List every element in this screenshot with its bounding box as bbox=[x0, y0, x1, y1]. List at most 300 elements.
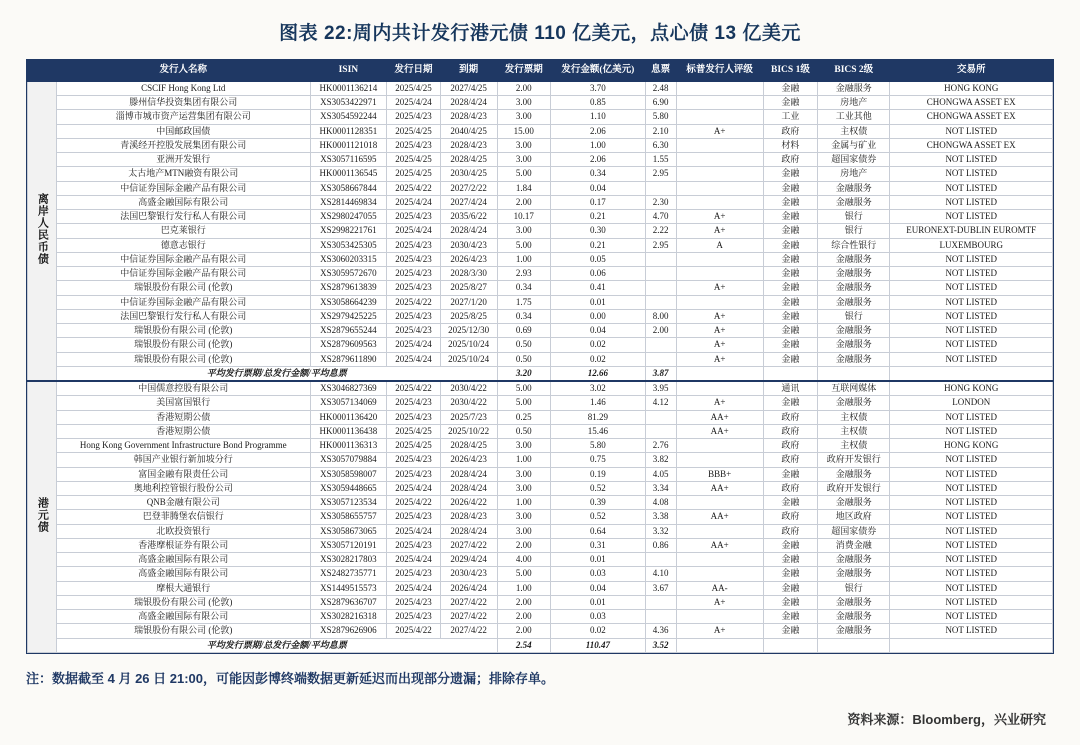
cell-2-5-1: Hong Kong Government Infrastructure Bond Programme bbox=[57, 439, 311, 453]
cell-2-17-10: 金融服务 bbox=[818, 610, 890, 624]
cell-1-18-3: 2025/4/23 bbox=[387, 324, 440, 338]
table-row bbox=[28, 396, 1053, 410]
cell-1-12-1: 德意志银行 bbox=[57, 238, 311, 252]
cell-2-6-7: 3.82 bbox=[645, 453, 676, 467]
cell-1-8-9: 金融 bbox=[763, 181, 817, 195]
cell-2-3-2: HK0001136420 bbox=[310, 410, 387, 424]
cell-1-19-11: NOT LISTED bbox=[890, 338, 1053, 352]
summary-coupon: 3.52 bbox=[645, 638, 676, 652]
table-row bbox=[28, 195, 1053, 209]
table-row bbox=[28, 110, 1053, 124]
cell-1-15-10: 金融服务 bbox=[818, 281, 890, 295]
cell-2-2-5: 5.00 bbox=[497, 396, 550, 410]
cell-1-12-11: LUXEMBOURG bbox=[890, 238, 1053, 252]
cell-1-15-1: 瑞银股份有限公司 (伦敦) bbox=[57, 281, 311, 295]
cell-2-2-1: 美国富国银行 bbox=[57, 396, 311, 410]
cell-2-5-2: HK0001136313 bbox=[310, 439, 387, 453]
cell-2-15-10: 银行 bbox=[818, 581, 890, 595]
table-row bbox=[28, 338, 1053, 352]
cell-1-2-6: 0.85 bbox=[550, 96, 645, 110]
table-row bbox=[28, 553, 1053, 567]
cell-1-7-3: 2025/4/25 bbox=[387, 167, 440, 181]
cell-1-16-6: 0.01 bbox=[550, 295, 645, 309]
cell-2-10-7: 3.38 bbox=[645, 510, 676, 524]
cell-2-14-4: 2030/4/23 bbox=[440, 567, 497, 581]
cell-1-18-8: A+ bbox=[676, 324, 763, 338]
cell-2-18-6: 0.02 bbox=[550, 624, 645, 638]
cell-1-15-11: NOT LISTED bbox=[890, 281, 1053, 295]
summary-empty-3 bbox=[818, 366, 890, 381]
cell-1-9-2: XS2814469834 bbox=[310, 195, 387, 209]
cell-2-12-5: 2.00 bbox=[497, 538, 550, 552]
cell-1-2-9: 金融 bbox=[763, 96, 817, 110]
cell-1-18-6: 0.04 bbox=[550, 324, 645, 338]
group-label-1: 离岸人民币债 bbox=[28, 81, 57, 381]
cell-2-5-11: HONG KONG bbox=[890, 439, 1053, 453]
cell-2-2-2: XS3057134069 bbox=[310, 396, 387, 410]
cell-1-14-11: NOT LISTED bbox=[890, 267, 1053, 281]
cell-2-7-7: 4.05 bbox=[645, 467, 676, 481]
cell-2-5-3: 2025/4/25 bbox=[387, 439, 440, 453]
table-row bbox=[28, 81, 1053, 95]
cell-2-14-9: 金融 bbox=[763, 567, 817, 581]
cell-1-3-8 bbox=[676, 110, 763, 124]
summary-coupon: 3.87 bbox=[645, 366, 676, 381]
cell-2-4-4: 2025/10/22 bbox=[440, 424, 497, 438]
cell-2-2-3: 2025/4/23 bbox=[387, 396, 440, 410]
cell-2-11-4: 2028/4/24 bbox=[440, 524, 497, 538]
cell-2-5-5: 3.00 bbox=[497, 439, 550, 453]
cell-1-16-7 bbox=[645, 295, 676, 309]
cell-1-8-3: 2025/4/22 bbox=[387, 181, 440, 195]
cell-1-12-8: A bbox=[676, 238, 763, 252]
cell-1-1-7: 2.48 bbox=[645, 81, 676, 95]
cell-2-12-3: 2025/4/23 bbox=[387, 538, 440, 552]
cell-1-4-6: 2.06 bbox=[550, 124, 645, 138]
cell-2-17-3: 2025/4/23 bbox=[387, 610, 440, 624]
cell-1-16-11: NOT LISTED bbox=[890, 295, 1053, 309]
cell-2-10-9: 政府 bbox=[763, 510, 817, 524]
cell-2-2-11: LONDON bbox=[890, 396, 1053, 410]
cell-2-17-9: 金融 bbox=[763, 610, 817, 624]
cell-1-1-5: 2.00 bbox=[497, 81, 550, 95]
cell-1-12-5: 5.00 bbox=[497, 238, 550, 252]
cell-1-5-11: CHONGWA ASSET EX bbox=[890, 138, 1053, 152]
cell-1-8-8 bbox=[676, 181, 763, 195]
cell-1-19-10: 金融服务 bbox=[818, 338, 890, 352]
cell-1-10-4: 2035/6/22 bbox=[440, 210, 497, 224]
cell-2-10-1: 巴登菲腾堡农信银行 bbox=[57, 510, 311, 524]
cell-2-14-11: NOT LISTED bbox=[890, 567, 1053, 581]
cell-2-6-6: 0.75 bbox=[550, 453, 645, 467]
cell-1-17-11: NOT LISTED bbox=[890, 309, 1053, 323]
cell-2-6-11: NOT LISTED bbox=[890, 453, 1053, 467]
cell-2-16-9: 金融 bbox=[763, 595, 817, 609]
cell-1-17-2: XS2979425225 bbox=[310, 309, 387, 323]
cell-1-6-8 bbox=[676, 153, 763, 167]
cell-1-19-4: 2025/10/24 bbox=[440, 338, 497, 352]
cell-2-10-2: XS3058655757 bbox=[310, 510, 387, 524]
cell-1-13-7 bbox=[645, 252, 676, 266]
cell-2-5-8 bbox=[676, 439, 763, 453]
cell-2-11-8 bbox=[676, 524, 763, 538]
cell-1-14-9: 金融 bbox=[763, 267, 817, 281]
cell-2-15-1: 摩根大通银行 bbox=[57, 581, 311, 595]
header-sp-rating: 标普发行人评级 bbox=[676, 61, 763, 82]
cell-1-6-6: 2.06 bbox=[550, 153, 645, 167]
table-row bbox=[28, 181, 1053, 195]
cell-1-8-6: 0.04 bbox=[550, 181, 645, 195]
cell-1-18-9: 金融 bbox=[763, 324, 817, 338]
cell-1-20-11: NOT LISTED bbox=[890, 352, 1053, 366]
cell-2-4-9: 政府 bbox=[763, 424, 817, 438]
cell-2-7-2: XS3058598007 bbox=[310, 467, 387, 481]
cell-2-10-10: 地区政府 bbox=[818, 510, 890, 524]
cell-1-19-9: 金融 bbox=[763, 338, 817, 352]
cell-1-18-10: 金融服务 bbox=[818, 324, 890, 338]
cell-2-12-4: 2027/4/22 bbox=[440, 538, 497, 552]
cell-1-10-1: 法国巴黎银行发行私人有限公司 bbox=[57, 210, 311, 224]
cell-1-14-7 bbox=[645, 267, 676, 281]
cell-1-2-11: CHONGWA ASSET EX bbox=[890, 96, 1053, 110]
table-row bbox=[28, 424, 1053, 438]
cell-2-8-9: 政府 bbox=[763, 481, 817, 495]
cell-2-3-9: 政府 bbox=[763, 410, 817, 424]
cell-1-14-3: 2025/4/23 bbox=[387, 267, 440, 281]
cell-1-19-2: XS2879609563 bbox=[310, 338, 387, 352]
cell-2-7-4: 2028/4/24 bbox=[440, 467, 497, 481]
cell-1-14-10: 金融服务 bbox=[818, 267, 890, 281]
cell-2-6-2: XS3057079884 bbox=[310, 453, 387, 467]
cell-2-5-9: 政府 bbox=[763, 439, 817, 453]
cell-2-2-6: 1.46 bbox=[550, 396, 645, 410]
cell-1-7-1: 太古地产MTN融资有限公司 bbox=[57, 167, 311, 181]
cell-1-13-4: 2026/4/23 bbox=[440, 252, 497, 266]
cell-1-11-1: 巴克莱银行 bbox=[57, 224, 311, 238]
cell-1-9-6: 0.17 bbox=[550, 195, 645, 209]
cell-2-2-4: 2030/4/22 bbox=[440, 396, 497, 410]
cell-1-14-6: 0.06 bbox=[550, 267, 645, 281]
cell-1-2-8 bbox=[676, 96, 763, 110]
cell-2-14-7: 4.10 bbox=[645, 567, 676, 581]
cell-2-1-6: 3.02 bbox=[550, 381, 645, 396]
cell-1-20-4: 2025/10/24 bbox=[440, 352, 497, 366]
header-issue-date: 发行日期 bbox=[387, 61, 440, 82]
cell-2-1-11: HONG KONG bbox=[890, 381, 1053, 396]
cell-1-4-7: 2.10 bbox=[645, 124, 676, 138]
cell-1-1-2: HK0001136214 bbox=[310, 81, 387, 95]
cell-2-9-10: 金融服务 bbox=[818, 496, 890, 510]
cell-2-3-11: NOT LISTED bbox=[890, 410, 1053, 424]
cell-2-14-8 bbox=[676, 567, 763, 581]
cell-1-13-3: 2025/4/23 bbox=[387, 252, 440, 266]
cell-2-9-2: XS3057123534 bbox=[310, 496, 387, 510]
cell-2-8-10: 政府开发银行 bbox=[818, 481, 890, 495]
cell-1-9-4: 2027/4/24 bbox=[440, 195, 497, 209]
table-row bbox=[28, 624, 1053, 638]
cell-1-12-9: 金融 bbox=[763, 238, 817, 252]
cell-1-3-9: 工业 bbox=[763, 110, 817, 124]
table-row bbox=[28, 281, 1053, 295]
cell-1-20-10: 金融服务 bbox=[818, 352, 890, 366]
cell-1-19-6: 0.02 bbox=[550, 338, 645, 352]
cell-1-8-5: 1.84 bbox=[497, 181, 550, 195]
cell-1-16-10: 金融服务 bbox=[818, 295, 890, 309]
cell-2-12-8: AA+ bbox=[676, 538, 763, 552]
cell-2-8-8: AA+ bbox=[676, 481, 763, 495]
cell-1-20-2: XS2879611890 bbox=[310, 352, 387, 366]
cell-1-11-5: 3.00 bbox=[497, 224, 550, 238]
cell-2-4-8: AA+ bbox=[676, 424, 763, 438]
cell-2-18-2: XS2879626906 bbox=[310, 624, 387, 638]
cell-2-4-2: HK0001136438 bbox=[310, 424, 387, 438]
cell-2-12-6: 0.31 bbox=[550, 538, 645, 552]
cell-2-3-8: AA+ bbox=[676, 410, 763, 424]
cell-1-7-4: 2030/4/25 bbox=[440, 167, 497, 181]
cell-1-4-3: 2025/4/25 bbox=[387, 124, 440, 138]
cell-2-16-5: 2.00 bbox=[497, 595, 550, 609]
cell-2-4-11: NOT LISTED bbox=[890, 424, 1053, 438]
cell-1-3-2: XS3054592244 bbox=[310, 110, 387, 124]
cell-2-13-8 bbox=[676, 553, 763, 567]
cell-1-10-10: 银行 bbox=[818, 210, 890, 224]
cell-1-4-2: HK0001128351 bbox=[310, 124, 387, 138]
cell-2-13-1: 高盛金融国际有限公司 bbox=[57, 553, 311, 567]
cell-2-18-7: 4.36 bbox=[645, 624, 676, 638]
cell-1-9-7: 2.30 bbox=[645, 195, 676, 209]
cell-2-2-9: 金融 bbox=[763, 396, 817, 410]
cell-2-13-3: 2025/4/24 bbox=[387, 553, 440, 567]
cell-2-5-6: 5.80 bbox=[550, 439, 645, 453]
cell-1-16-1: 中信证券国际金融产品有限公司 bbox=[57, 295, 311, 309]
cell-1-8-1: 中信证券国际金融产品有限公司 bbox=[57, 181, 311, 195]
cell-1-17-4: 2025/8/25 bbox=[440, 309, 497, 323]
cell-1-1-6: 3.70 bbox=[550, 81, 645, 95]
bond-issuance-table bbox=[27, 60, 1053, 653]
cell-2-14-3: 2025/4/23 bbox=[387, 567, 440, 581]
cell-1-16-5: 1.75 bbox=[497, 295, 550, 309]
cell-2-17-11: NOT LISTED bbox=[890, 610, 1053, 624]
cell-1-9-3: 2025/4/24 bbox=[387, 195, 440, 209]
cell-1-17-10: 银行 bbox=[818, 309, 890, 323]
cell-2-1-10: 互联网媒体 bbox=[818, 381, 890, 396]
cell-2-18-8: A+ bbox=[676, 624, 763, 638]
summary-empty-3 bbox=[818, 638, 890, 652]
table-row bbox=[28, 567, 1053, 581]
table-row bbox=[28, 481, 1053, 495]
cell-2-10-4: 2028/4/23 bbox=[440, 510, 497, 524]
cell-1-10-8: A+ bbox=[676, 210, 763, 224]
table-row bbox=[28, 238, 1053, 252]
cell-1-18-11: NOT LISTED bbox=[890, 324, 1053, 338]
cell-1-19-8: A+ bbox=[676, 338, 763, 352]
table-row bbox=[28, 96, 1053, 110]
cell-2-9-11: NOT LISTED bbox=[890, 496, 1053, 510]
cell-1-11-4: 2028/4/24 bbox=[440, 224, 497, 238]
cell-2-3-7 bbox=[645, 410, 676, 424]
cell-2-6-4: 2026/4/23 bbox=[440, 453, 497, 467]
cell-2-16-7 bbox=[645, 595, 676, 609]
cell-2-13-9: 金融 bbox=[763, 553, 817, 567]
cell-1-7-8 bbox=[676, 167, 763, 181]
cell-2-18-3: 2025/4/22 bbox=[387, 624, 440, 638]
cell-1-18-5: 0.69 bbox=[497, 324, 550, 338]
cell-1-12-4: 2030/4/23 bbox=[440, 238, 497, 252]
cell-1-14-2: XS3059572670 bbox=[310, 267, 387, 281]
cell-1-11-11: EURONEXT-DUBLIN EUROMTF bbox=[890, 224, 1053, 238]
cell-2-9-6: 0.39 bbox=[550, 496, 645, 510]
summary-amount: 12.66 bbox=[550, 366, 645, 381]
table-row bbox=[28, 410, 1053, 424]
cell-2-11-3: 2025/4/24 bbox=[387, 524, 440, 538]
cell-1-3-6: 1.10 bbox=[550, 110, 645, 124]
cell-2-8-1: 奥地利控管银行股份公司 bbox=[57, 481, 311, 495]
summary-empty-2 bbox=[763, 638, 817, 652]
cell-2-10-8: AA+ bbox=[676, 510, 763, 524]
cell-2-8-3: 2025/4/24 bbox=[387, 481, 440, 495]
cell-1-4-4: 2040/4/25 bbox=[440, 124, 497, 138]
cell-1-2-2: XS3053422971 bbox=[310, 96, 387, 110]
cell-2-12-11: NOT LISTED bbox=[890, 538, 1053, 552]
table-row bbox=[28, 210, 1053, 224]
cell-1-10-11: NOT LISTED bbox=[890, 210, 1053, 224]
cell-2-3-4: 2025/7/23 bbox=[440, 410, 497, 424]
cell-2-12-2: XS3057120191 bbox=[310, 538, 387, 552]
cell-1-2-10: 房地产 bbox=[818, 96, 890, 110]
cell-2-3-1: 香港短期公债 bbox=[57, 410, 311, 424]
cell-1-1-10: 金融服务 bbox=[818, 81, 890, 95]
cell-1-10-7: 4.70 bbox=[645, 210, 676, 224]
table-row bbox=[28, 610, 1053, 624]
cell-1-13-6: 0.05 bbox=[550, 252, 645, 266]
cell-1-10-5: 10.17 bbox=[497, 210, 550, 224]
cell-2-15-7: 3.67 bbox=[645, 581, 676, 595]
cell-2-15-2: XS1449515573 bbox=[310, 581, 387, 595]
cell-2-15-6: 0.04 bbox=[550, 581, 645, 595]
cell-1-10-9: 金融 bbox=[763, 210, 817, 224]
cell-2-11-5: 3.00 bbox=[497, 524, 550, 538]
cell-1-9-5: 2.00 bbox=[497, 195, 550, 209]
cell-1-1-8 bbox=[676, 81, 763, 95]
cell-2-12-9: 金融 bbox=[763, 538, 817, 552]
cell-2-12-10: 消费金融 bbox=[818, 538, 890, 552]
cell-1-17-8: A+ bbox=[676, 309, 763, 323]
cell-1-19-3: 2025/4/24 bbox=[387, 338, 440, 352]
cell-1-6-4: 2028/4/25 bbox=[440, 153, 497, 167]
cell-2-8-4: 2028/4/24 bbox=[440, 481, 497, 495]
cell-1-8-2: XS3058667844 bbox=[310, 181, 387, 195]
cell-2-7-10: 金融服务 bbox=[818, 467, 890, 481]
cell-1-12-10: 综合性银行 bbox=[818, 238, 890, 252]
cell-2-9-8 bbox=[676, 496, 763, 510]
cell-1-6-7: 1.55 bbox=[645, 153, 676, 167]
cell-1-13-5: 1.00 bbox=[497, 252, 550, 266]
header-isin: ISIN bbox=[310, 61, 387, 82]
cell-1-5-2: HK0001121018 bbox=[310, 138, 387, 152]
group-summary-row-2 bbox=[28, 638, 1053, 652]
cell-1-3-7: 5.80 bbox=[645, 110, 676, 124]
cell-2-15-3: 2025/4/24 bbox=[387, 581, 440, 595]
cell-2-16-8: A+ bbox=[676, 595, 763, 609]
cell-1-9-8 bbox=[676, 195, 763, 209]
table-row bbox=[28, 439, 1053, 453]
cell-1-17-1: 法国巴黎银行发行私人有限公司 bbox=[57, 309, 311, 323]
cell-1-17-7: 8.00 bbox=[645, 309, 676, 323]
cell-2-1-4: 2030/4/22 bbox=[440, 381, 497, 396]
cell-1-9-1: 高盛金融国际有限公司 bbox=[57, 195, 311, 209]
cell-1-19-1: 瑞银股份有限公司 (伦敦) bbox=[57, 338, 311, 352]
cell-2-5-7: 2.76 bbox=[645, 439, 676, 453]
cell-1-15-8: A+ bbox=[676, 281, 763, 295]
cell-1-7-11: NOT LISTED bbox=[890, 167, 1053, 181]
cell-1-13-2: XS3060203315 bbox=[310, 252, 387, 266]
cell-2-7-6: 0.19 bbox=[550, 467, 645, 481]
cell-1-3-4: 2028/4/23 bbox=[440, 110, 497, 124]
cell-2-6-9: 政府 bbox=[763, 453, 817, 467]
cell-1-11-10: 银行 bbox=[818, 224, 890, 238]
group-summary-row-1 bbox=[28, 366, 1053, 381]
cell-1-8-7 bbox=[645, 181, 676, 195]
cell-1-9-11: NOT LISTED bbox=[890, 195, 1053, 209]
cell-2-15-9: 金融 bbox=[763, 581, 817, 595]
cell-2-13-6: 0.01 bbox=[550, 553, 645, 567]
cell-2-7-9: 金融 bbox=[763, 467, 817, 481]
cell-2-8-7: 3.34 bbox=[645, 481, 676, 495]
cell-1-15-2: XS2879613839 bbox=[310, 281, 387, 295]
cell-2-10-11: NOT LISTED bbox=[890, 510, 1053, 524]
cell-2-17-2: XS3028216318 bbox=[310, 610, 387, 624]
cell-1-15-3: 2025/4/23 bbox=[387, 281, 440, 295]
cell-1-5-7: 6.30 bbox=[645, 138, 676, 152]
cell-1-12-3: 2025/4/23 bbox=[387, 238, 440, 252]
cell-2-10-6: 0.52 bbox=[550, 510, 645, 524]
cell-1-8-11: NOT LISTED bbox=[890, 181, 1053, 195]
header-exchange: 交易所 bbox=[890, 61, 1053, 82]
cell-1-5-10: 金属与矿业 bbox=[818, 138, 890, 152]
cell-1-6-11: NOT LISTED bbox=[890, 153, 1053, 167]
cell-1-15-7 bbox=[645, 281, 676, 295]
cell-1-16-8 bbox=[676, 295, 763, 309]
cell-1-17-3: 2025/4/23 bbox=[387, 309, 440, 323]
cell-1-17-6: 0.00 bbox=[550, 309, 645, 323]
summary-tenor: 3.20 bbox=[497, 366, 550, 381]
table-row bbox=[28, 267, 1053, 281]
cell-1-5-5: 3.00 bbox=[497, 138, 550, 152]
cell-2-10-3: 2025/4/23 bbox=[387, 510, 440, 524]
cell-1-17-9: 金融 bbox=[763, 309, 817, 323]
cell-2-6-3: 2025/4/23 bbox=[387, 453, 440, 467]
summary-amount: 110.47 bbox=[550, 638, 645, 652]
cell-1-5-6: 1.00 bbox=[550, 138, 645, 152]
cell-2-14-6: 0.03 bbox=[550, 567, 645, 581]
cell-1-3-5: 3.00 bbox=[497, 110, 550, 124]
cell-1-6-5: 3.00 bbox=[497, 153, 550, 167]
page-title: 图表 22:周内共计发行港元债 110 亿美元，点心债 13 亿美元 bbox=[279, 23, 801, 44]
cell-2-1-5: 5.00 bbox=[497, 381, 550, 396]
summary-label: 平均发行票期/总发行金额/平均息票 bbox=[57, 366, 498, 381]
cell-2-6-10: 政府开发银行 bbox=[818, 453, 890, 467]
cell-1-4-5: 15.00 bbox=[497, 124, 550, 138]
cell-2-14-5: 5.00 bbox=[497, 567, 550, 581]
cell-2-2-8: A+ bbox=[676, 396, 763, 410]
cell-1-12-6: 0.21 bbox=[550, 238, 645, 252]
cell-2-12-1: 香港摩根证券有限公司 bbox=[57, 538, 311, 552]
cell-2-15-5: 1.00 bbox=[497, 581, 550, 595]
cell-1-11-2: XS2998221761 bbox=[310, 224, 387, 238]
group-label-2: 港元债 bbox=[28, 381, 57, 652]
cell-1-20-3: 2025/4/24 bbox=[387, 352, 440, 366]
header-issuer: 发行人名称 bbox=[57, 61, 311, 82]
